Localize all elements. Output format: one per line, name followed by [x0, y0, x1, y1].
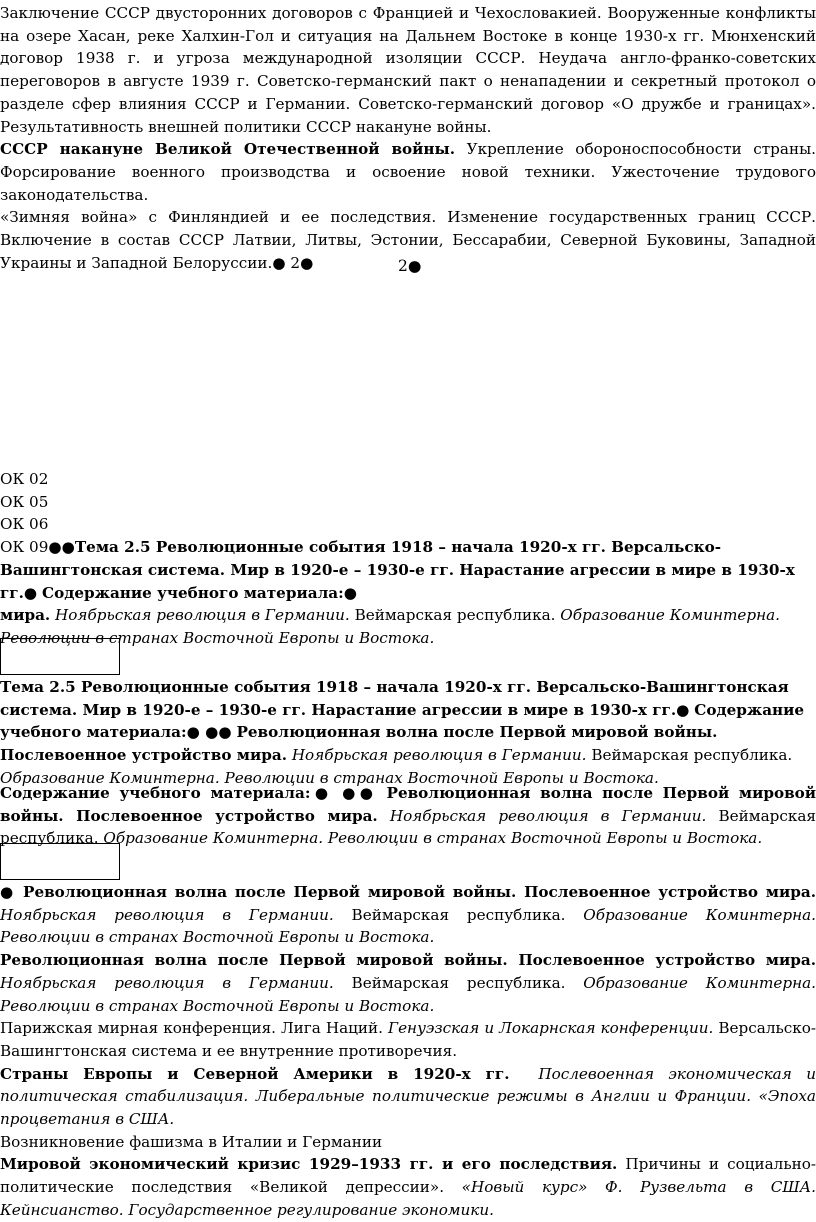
germany-text: Ноябрьская революция в Германии. [389, 806, 707, 825]
comintern-text: Образование Коминтерна. Революции в странах Восточной Европы и Востока. [0, 973, 816, 1015]
content-label: Содержание учебного материала: [0, 700, 805, 742]
wave-text: Революционная волна после Первой мировой войны. Послевоенное устройство мира. [0, 951, 816, 970]
bullet-icon: ● [300, 253, 314, 272]
comintern-text: Образование Коминтерна. Революции в странах Восточной Европы и Востока. [0, 768, 659, 787]
fascism-line: Возникновение фашизма в Италии и Германии [0, 1132, 383, 1151]
bullet-icon: ● [23, 583, 38, 602]
bullet-icon: ● [0, 883, 16, 901]
content-label: Содержание учебного материала: [0, 784, 311, 802]
bottom-section [0, 881, 816, 1222]
paris-text: Парижская мирная конференция. Лига Наций. [0, 1019, 383, 1038]
weimar-text: Веймарская республика. [333, 905, 584, 924]
comintern-text: Образование Коминтерна. Революции в странах Восточной Европы и Востока. [0, 606, 780, 647]
bullet-icon: ● [343, 583, 357, 602]
crisis-heading: Мировой экономический кризис 1929–1933 гг. и его последствия. [0, 1155, 618, 1174]
ok-code: ОК 05 [0, 492, 49, 511]
wave-text: Революционная волна после Первой мировой войны. Послевоенное устройство мира. [23, 883, 816, 901]
crisis-line [0, 1153, 816, 1221]
countries-line [0, 1063, 816, 1131]
heading-eve-of-war: СССР накануне Великой Отечественной войны. [0, 140, 456, 159]
mira-word: мира. [0, 606, 51, 625]
center-number [398, 256, 421, 275]
weimar-text: Веймарская республика. [333, 973, 584, 992]
versailles-text: Версальско-Вашингтонская система и ее внутренние противоречия. [0, 1019, 816, 1060]
bullet-icon: ● ●● [310, 784, 378, 802]
topic-title: Тема 2.5 Революционные события 1918 – начала 1920-х гг. Версальско-Вашингтонская система. Мир в 1920-е – 1930-е гг. Нарастание агрессии в мире в 1930-х гг. [0, 538, 795, 602]
genoa-text: Генуэзская и Локарнская конференции. [388, 1019, 714, 1038]
topic-title: Тема 2.5 Революционные события 1918 – начала 1920-х гг. Версальско-Вашингтонская система. Мир в 1920-е – 1930-е гг. Нарастание агрессии в мире в 1930-х гг. [0, 678, 789, 719]
germany-text: Ноябрьская революция в Германии. [0, 905, 334, 924]
crisis-text: Причины и социально-политические последствия «Великой депрессии». [0, 1155, 816, 1197]
content-block [0, 782, 816, 850]
weimar-text: Веймарская республика. [586, 746, 793, 765]
wave-bullet-line [0, 881, 816, 949]
center-number-text: 2 [398, 257, 408, 275]
topic-line [0, 676, 816, 790]
wave-text: Революционная волна после Первой мировой войны. Послевоенное устройство мира. [0, 723, 718, 765]
content-label: Содержание учебного материала: [42, 583, 344, 602]
bullet-icon: ●● [48, 538, 75, 557]
comintern-text: Образование Коминтерна. Революции в странах Восточной Европы и Востока. [0, 905, 816, 947]
weimar-text: Веймарская республика. [349, 606, 561, 625]
bullet-icon: ● [407, 256, 422, 275]
countries-text: Послевоенная экономическая и политическая стабилизация. Либеральные политические режимы в Англии и Франции. «Эпоха процветания в США. [0, 1064, 816, 1129]
text-eve-of-war: Укрепление обороноспособности страны. Форсирование военного производства и освоение новой техники. Ужесточение трудового законодательства. [0, 140, 816, 204]
ok-topic-line [0, 536, 816, 604]
germany-text: Ноябрьская революция в Германии. [0, 973, 334, 992]
ok-code: ОК 06 [0, 515, 49, 534]
paragraph-eve-of-war [0, 138, 816, 206]
ok-code: ОК 09 [0, 538, 49, 557]
bullet-icon: ● [272, 253, 286, 272]
top-section [0, 2, 816, 274]
crisis-italic: «Новый курс» Ф. Рузвельта в США. Кейнсианство. Государственное регулирование экономики. [0, 1178, 816, 1219]
ok-code: ОК 02 [0, 470, 49, 488]
paris-line [0, 1017, 816, 1062]
germany-text: Ноябрьская революция в Германии. [55, 606, 350, 625]
topic-block-2 [0, 676, 816, 790]
empty-box [0, 638, 120, 675]
comintern-text: Образование Коминтерна. Революции в странах Восточной Европы и Востока. [103, 829, 763, 848]
bullet-icon: ● [676, 700, 690, 719]
paragraph-foreign-policy: Заключение СССР двусторонних договоров с Францией и Чехословакией. Вооруженные конфликты на озере Хасан, реке Халхин-Гол и ситуация на Дальнем Востоке в конце 1930-х гг. Мюнхенский договор 1938 г. и угроза международной изоляции СССР. Неудача англо-франко-советских переговоров в августе 1939 г. Советско-германский пакт о ненападении и секретный протокол о разделе сфер влияния СССР и Германии. Советско-германский договор «О дружбе и границах». Результативность внешней политики СССР накануне войны. [0, 4, 816, 136]
topic-body [0, 604, 816, 649]
bullet-icon: ● ●● [186, 723, 232, 742]
wave-text: Революционная волна после Первой мировой войны. Послевоенное устройство мира. [0, 784, 816, 825]
wave-line [0, 949, 816, 1017]
weimar-text: Веймарская республика. [0, 806, 816, 848]
empty-box [0, 843, 120, 880]
text-winter-war: «Зимняя война» с Финляндией и ее последствия. Изменение государственных границ СССР. Включение в состав СССР Латвии, Литвы, Эстонии, Бессарабии, Северной Буковины, Западной Украины и Западной Белоруссии. [0, 208, 816, 272]
germany-text: Ноябрьская революция в Германии. [291, 746, 587, 765]
content-line [0, 782, 816, 850]
countries-heading: Страны Европы и Северной Америки в 1920-х гг. [0, 1064, 510, 1083]
ok-list [0, 468, 816, 650]
tail-number: 2 [290, 253, 301, 272]
